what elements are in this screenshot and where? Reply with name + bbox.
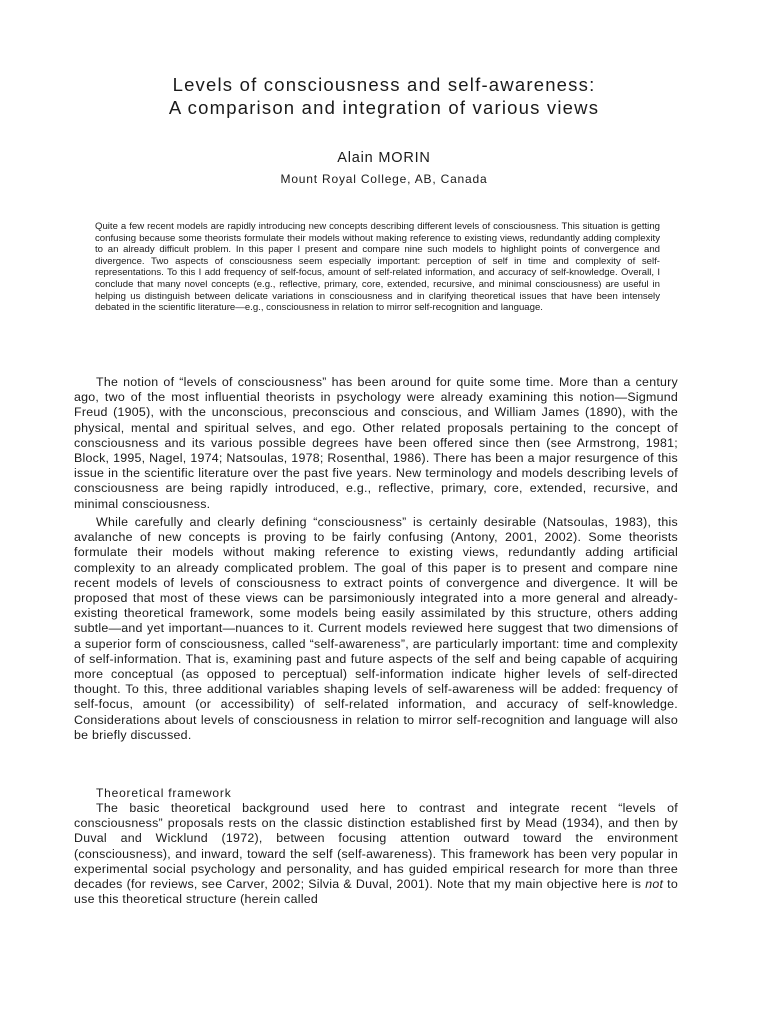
author-name: Alain MORIN bbox=[337, 150, 431, 166]
section-heading-theoretical-framework: Theoretical framework bbox=[96, 786, 232, 800]
body-paragraph-2: While carefully and clearly defining “consciousness” is certainly desirable (Natsoulas, 1983), this avalanche of new concepts is proving to be fairly confusing (Antony, 2001, 2002). Some theorists formulate their models without making reference to existing views, redundantly adding artificial complexity to an already complicated problem. The goal of this paper is to present and compare nine recent models of levels of consciousness to extract points of convergence and divergence. It will be proposed that most of these views can be parsimoniously integrated into a more general and already-existing theoretical framework, some models being easily assimilated by this structure, others adding subtle—and yet important—nuances to it. Current models reviewed here suggest that two dimensions of a superior form of consciousness, called “self-awareness”, are particularly important: time and complexity of self-information. That is, examining past and future aspects of the self and being capable of acquiring more conceptual (as opposed to perceptual) self-information indicate higher levels of self-directed thought. To this, three additional variables shaping levels of self-awareness will be added: frequency of self-focus, amount (or accessibility) of self-related information, and accuracy of self-knowledge. Considerations about levels of consciousness in relation to mirror self-recognition and language will also be briefly discussed. bbox=[74, 515, 678, 742]
paragraph-3-emphasis: not bbox=[645, 877, 664, 892]
paragraph-3-text-end: to use this theoretical structure (herein called bbox=[74, 877, 678, 907]
paragraph-3-text-start: The basic theoretical background used here to contrast and integrate recent “levels of consciousness” proposals rests on the classic distinction established first by Mead (1934), and then by Duval and Wicklund (1972), between focusing attention outward toward the environment (consciousness), and inward, toward the self (self-awareness). This framework has been very popular in experimental social psychology and personality, and has guided empirical research for more than three decades (for reviews, see Carver, 2002; Silvia & Duval, 2001). Note that my main objective here is bbox=[74, 801, 678, 892]
abstract: Quite a few recent models are rapidly introducing new concepts describing different levels of consciousness. This situation is getting confusing because some theorists formulate their models without making reference to existing views, redundantly adding complexity to an already difficult problem. In this paper I present and compare nine such models to highlight points of convergence and divergence. Two aspects of consciousness seem especially important: perception of self in time and complexity of self-representations. To this I add frequency of self-focus, amount of self-related information, and accuracy of self-knowledge. Overall, I conclude that many novel concepts (e.g., reflective, primary, core, extended, recursive, and minimal consciousness) are useful in helping us distinguish between delicate variations in consciousness and in clarifying theoretical issues that have been intensely debated in the scientific literature—e.g., consciousness in relation to mirror self-recognition and language. bbox=[95, 221, 660, 314]
paper-title-line-2: A comparison and integration of various views bbox=[168, 97, 600, 118]
author-affiliation: Mount Royal College, AB, Canada bbox=[280, 172, 488, 186]
body-paragraph-3 bbox=[74, 801, 678, 907]
paper-title-line-1: Levels of consciousness and self-awareness: bbox=[172, 74, 596, 95]
body-paragraph-1: The notion of “levels of consciousness” has been around for quite some time. More than a century ago, two of the most influential theorists in psychology were already examining this notion—Sigmund Freud (1905), with the unconscious, preconscious and conscious, and William James (1890), with the physical, mental and spiritual selves, and ego. Other related proposals pertaining to the concept of consciousness and its various possible degrees have been offered since then (see Armstrong, 1981; Block, 1995, Nagel, 1974; Natsoulas, 1978; Rosenthal, 1986). There has been a major resurgence of this issue in the scientific literature over the past five years. New terminology and models describing levels of consciousness are being rapidly introduced, e.g., reflective, primary, core, extended, recursive, and minimal consciousness. bbox=[74, 375, 678, 511]
